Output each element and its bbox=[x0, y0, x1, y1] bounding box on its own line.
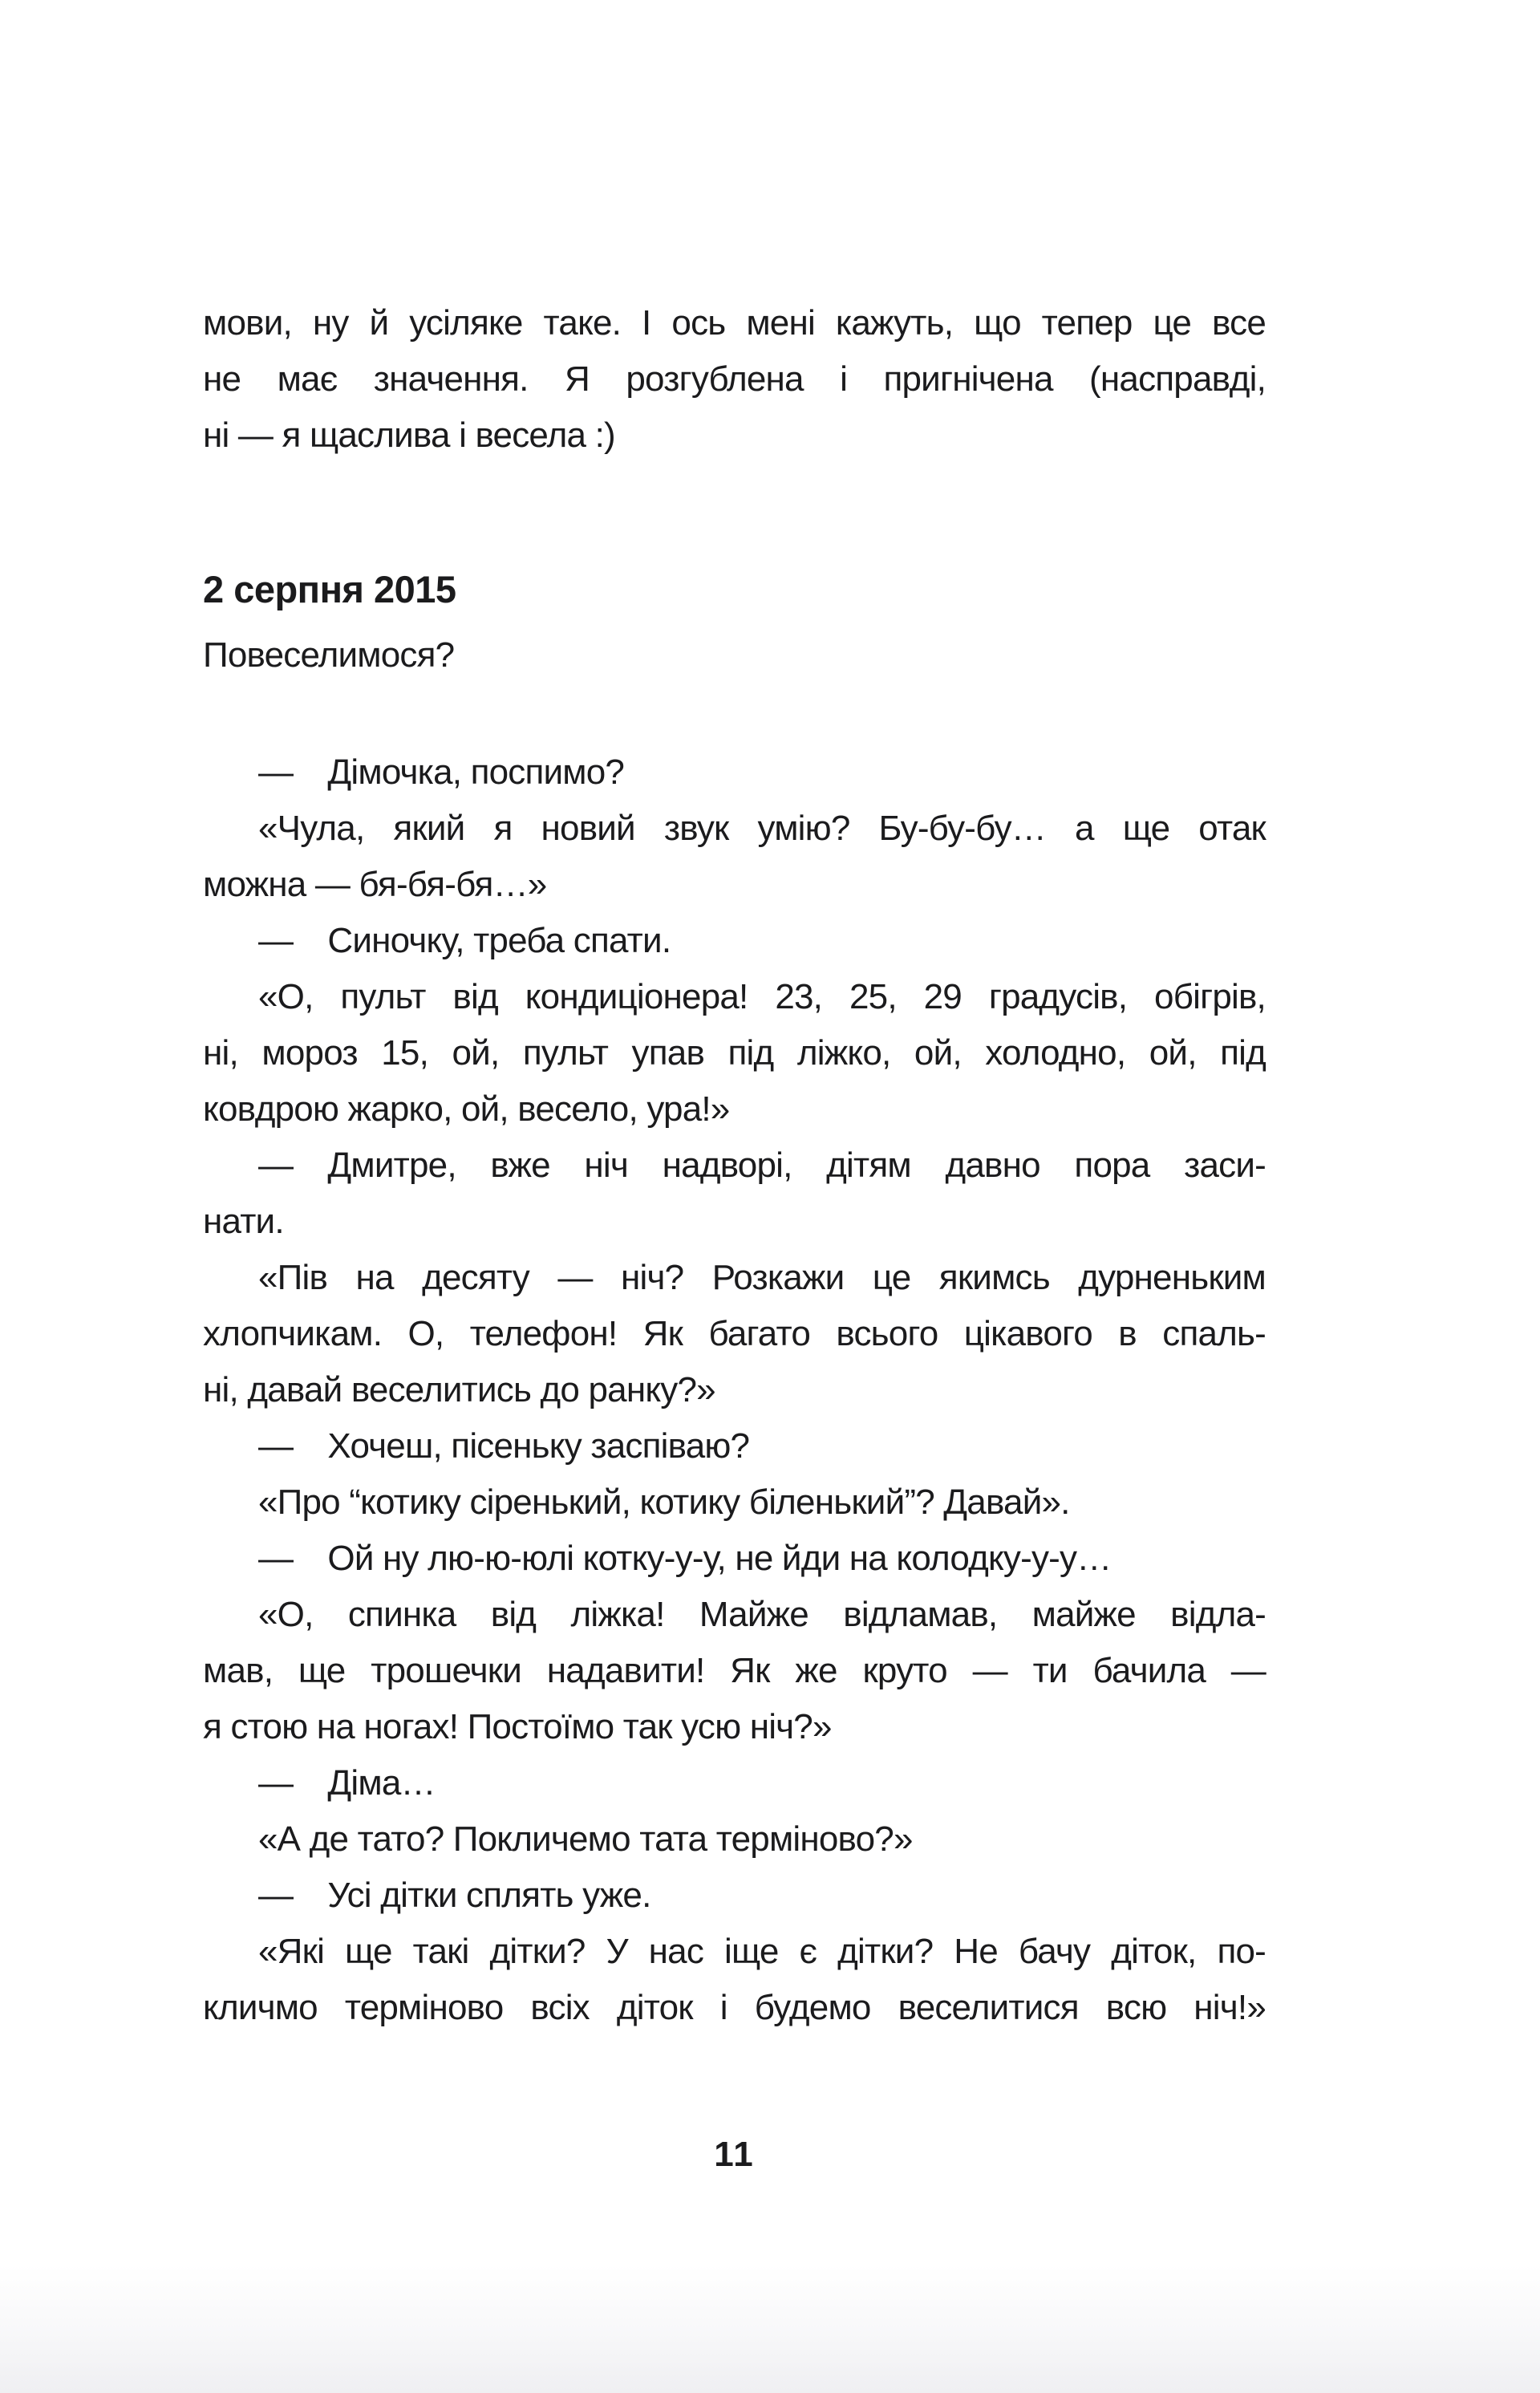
text-line: «Пів на десяту — ніч? Розкажи це якимсь дурненьким bbox=[258, 1258, 1266, 1297]
text-line: я стою на ногах! Постоїмо так усю ніч?» bbox=[203, 1707, 832, 1746]
text-line: мав, ще трошечки надавити! Як же круто — ти бачила — bbox=[203, 1651, 1266, 1690]
text-line: не має значення. Я розгублена і пригнічена (насправді, bbox=[203, 359, 1266, 399]
page-number: 11 bbox=[714, 2135, 755, 2174]
text-line: «О, пульт від кондиціонера! 23, 25, 29 градусів, обігрів, bbox=[258, 977, 1266, 1016]
dialogue-block bbox=[203, 744, 1266, 2036]
text-line: ні — я щаслива і весела :) bbox=[203, 416, 615, 455]
text-line: — Дмитре, вже ніч надворі, дітям давно пора заси- bbox=[258, 1146, 1266, 1185]
text-line: «Про “котику сіренький, котику біленький”? Давай». bbox=[258, 1482, 1070, 1522]
text-line: ні, давай веселитись до ранку?» bbox=[203, 1370, 715, 1409]
text-line: — Усі дітки сплять уже. bbox=[258, 1876, 651, 1915]
text-line: ні, мороз 15, ой, пульт упав під ліжко, ой, холодно, ой, під bbox=[203, 1033, 1266, 1073]
entry-subtitle: Повеселимося? bbox=[203, 635, 455, 675]
text-line: можна — бя-бя-бя…» bbox=[203, 865, 547, 904]
text-line: ковдрою жарко, ой, весело, ура!» bbox=[203, 1089, 730, 1129]
text-line: мови, ну й усіляке таке. І ось мені кажуть, що тепер це все bbox=[203, 303, 1266, 343]
paragraph-continuation bbox=[203, 295, 1266, 464]
text-line: — Ой ну лю-ю-юлі котку-у-у, не йди на колодку-у-у… bbox=[258, 1539, 1112, 1578]
text-line: — Дімочка, поспимо? bbox=[258, 752, 625, 792]
text-line: — Синочку, треба спати. bbox=[258, 921, 671, 960]
text-line: «О, спинка від ліжка! Майже відламав, майже відла- bbox=[258, 1595, 1266, 1634]
entry-date-heading: 2 серпня 2015 bbox=[203, 568, 456, 610]
text-line: хлопчикам. О, телефон! Як багато всього цікавого в спаль- bbox=[203, 1314, 1266, 1353]
text-line: — Діма… bbox=[258, 1763, 436, 1803]
text-line: кличмо терміново всіх діток і будемо веселитися всю ніч!» bbox=[203, 1988, 1266, 2027]
page-bottom-fade bbox=[0, 2265, 1540, 2393]
text-line: «Які ще такі дітки? У нас іще є дітки? Не бачу діток, по- bbox=[258, 1932, 1266, 1971]
text-line: «Чула, який я новий звук умію? Бу-бу-бу… а ще отак bbox=[258, 809, 1266, 848]
text-line: — Хочеш, пісеньку заспіваю? bbox=[258, 1426, 750, 1466]
text-line: «А де тато? Покличемо тата терміново?» bbox=[258, 1819, 913, 1859]
text-line: нати. bbox=[203, 1202, 284, 1241]
